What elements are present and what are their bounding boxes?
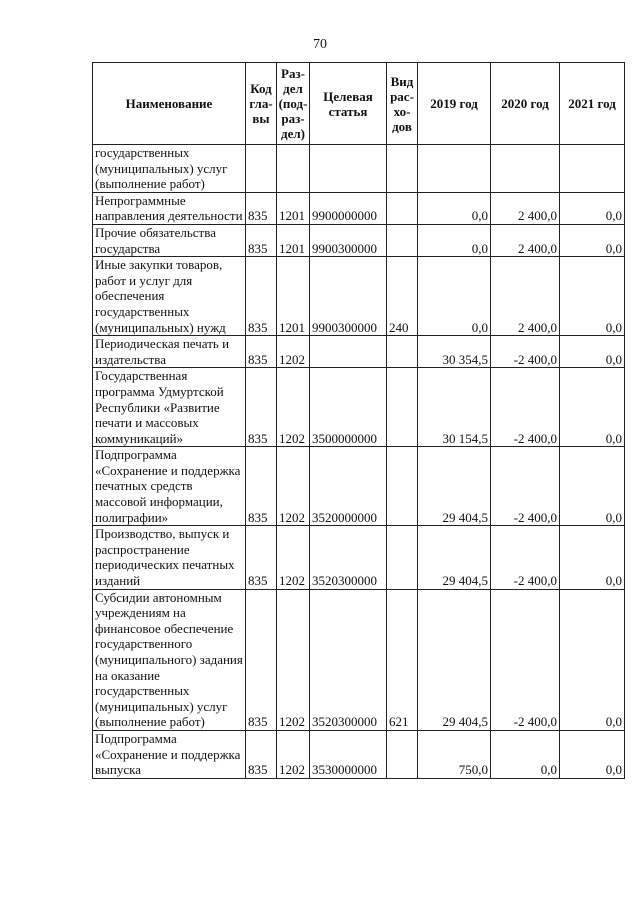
cell-2021: 0,0 [560, 192, 625, 224]
cell-target: 3520000000 [310, 447, 387, 526]
cell-2021: 0,0 [560, 257, 625, 336]
table-row [93, 224, 625, 256]
cell-2021: 0,0 [560, 368, 625, 447]
cell-2021 [560, 145, 625, 193]
header-2021: 2021 год [560, 63, 625, 145]
header-vid: Вид рас- хо- дов [387, 63, 418, 145]
cell-name: Производство, выпуск и распространение периодических печатных изданий [93, 526, 246, 589]
cell-target: 3500000000 [310, 368, 387, 447]
cell-2019: 0,0 [418, 192, 491, 224]
cell-target: 3520300000 [310, 589, 387, 730]
cell-section: 1201 [277, 224, 310, 256]
cell-name: государственных (муниципальных) услуг (выполнение работ) [93, 145, 246, 193]
cell-vid: 240 [387, 257, 418, 336]
table-row [93, 730, 625, 778]
cell-2021: 0,0 [560, 224, 625, 256]
header-2020: 2020 год [491, 63, 560, 145]
cell-code: 835 [246, 368, 277, 447]
header-2019: 2019 год [418, 63, 491, 145]
cell-code: 835 [246, 257, 277, 336]
cell-section: 1202 [277, 526, 310, 589]
cell-code: 835 [246, 192, 277, 224]
cell-section [277, 145, 310, 193]
cell-name: Субсидии автономным учреждениям на финансовое обеспечение государственного (муниципального) задания на оказание государственных (муниципальных) услуг (выполнение работ) [93, 589, 246, 730]
cell-name: Иные закупки товаров, работ и услуг для обеспечения государственных (муниципальных) нужд [93, 257, 246, 336]
cell-target [310, 145, 387, 193]
cell-2019: 29 404,5 [418, 447, 491, 526]
cell-target: 3520300000 [310, 526, 387, 589]
cell-2019: 29 404,5 [418, 589, 491, 730]
cell-target: 9900000000 [310, 192, 387, 224]
header-code: Код гла- вы [246, 63, 277, 145]
cell-2019: 29 404,5 [418, 526, 491, 589]
cell-2020 [491, 145, 560, 193]
cell-2021: 0,0 [560, 526, 625, 589]
cell-target: 3530000000 [310, 730, 387, 778]
budget-table [92, 62, 625, 779]
table-row [93, 257, 625, 336]
cell-section: 1201 [277, 257, 310, 336]
cell-code: 835 [246, 336, 277, 368]
header-target: Целевая статья [310, 63, 387, 145]
cell-2020: 2 400,0 [491, 257, 560, 336]
cell-target [310, 336, 387, 368]
table-header [93, 63, 625, 145]
table-row [93, 145, 625, 193]
cell-vid [387, 730, 418, 778]
cell-2020: -2 400,0 [491, 589, 560, 730]
cell-section: 1202 [277, 447, 310, 526]
cell-section: 1202 [277, 336, 310, 368]
cell-name: Государственная программа Удмуртской Республики «Развитие печати и массовых коммуникаций» [93, 368, 246, 447]
cell-code: 835 [246, 730, 277, 778]
cell-section: 1202 [277, 589, 310, 730]
table-row [93, 336, 625, 368]
cell-2020: 0,0 [491, 730, 560, 778]
cell-section: 1202 [277, 730, 310, 778]
cell-vid [387, 192, 418, 224]
cell-2019: 750,0 [418, 730, 491, 778]
cell-code: 835 [246, 589, 277, 730]
page-number: 70 [313, 37, 327, 52]
cell-2019: 0,0 [418, 257, 491, 336]
cell-code [246, 145, 277, 193]
table-row [93, 526, 625, 589]
table-row [93, 589, 625, 730]
cell-name: Подпрограмма «Сохранение и поддержка печатных средств массовой информации, полиграфии» [93, 447, 246, 526]
cell-section: 1202 [277, 368, 310, 447]
cell-2020: -2 400,0 [491, 447, 560, 526]
cell-name: Непрограммные направления деятельности [93, 192, 246, 224]
cell-section: 1201 [277, 192, 310, 224]
cell-2020: -2 400,0 [491, 368, 560, 447]
cell-vid [387, 145, 418, 193]
cell-code: 835 [246, 224, 277, 256]
table-row [93, 368, 625, 447]
cell-2019 [418, 145, 491, 193]
cell-vid [387, 368, 418, 447]
cell-2020: 2 400,0 [491, 192, 560, 224]
cell-2020: -2 400,0 [491, 336, 560, 368]
header-name: Наименование [93, 63, 246, 145]
cell-vid [387, 447, 418, 526]
cell-code: 835 [246, 447, 277, 526]
cell-target: 9900300000 [310, 257, 387, 336]
cell-2021: 0,0 [560, 589, 625, 730]
table-row [93, 447, 625, 526]
cell-2019: 30 354,5 [418, 336, 491, 368]
cell-name: Прочие обязательства государства [93, 224, 246, 256]
cell-target: 9900300000 [310, 224, 387, 256]
cell-vid [387, 526, 418, 589]
cell-code: 835 [246, 526, 277, 589]
cell-2019: 30 154,5 [418, 368, 491, 447]
table-body [93, 145, 625, 779]
cell-2020: 2 400,0 [491, 224, 560, 256]
cell-name: Подпрограмма «Сохранение и поддержка выпуска [93, 730, 246, 778]
cell-2019: 0,0 [418, 224, 491, 256]
cell-2020: -2 400,0 [491, 526, 560, 589]
table-row [93, 192, 625, 224]
cell-2021: 0,0 [560, 447, 625, 526]
cell-vid [387, 224, 418, 256]
cell-name: Периодическая печать и издательства [93, 336, 246, 368]
cell-2021: 0,0 [560, 336, 625, 368]
header-section: Раз- дел (под- раз- дел) [277, 63, 310, 145]
cell-vid [387, 336, 418, 368]
cell-2021: 0,0 [560, 730, 625, 778]
cell-vid: 621 [387, 589, 418, 730]
